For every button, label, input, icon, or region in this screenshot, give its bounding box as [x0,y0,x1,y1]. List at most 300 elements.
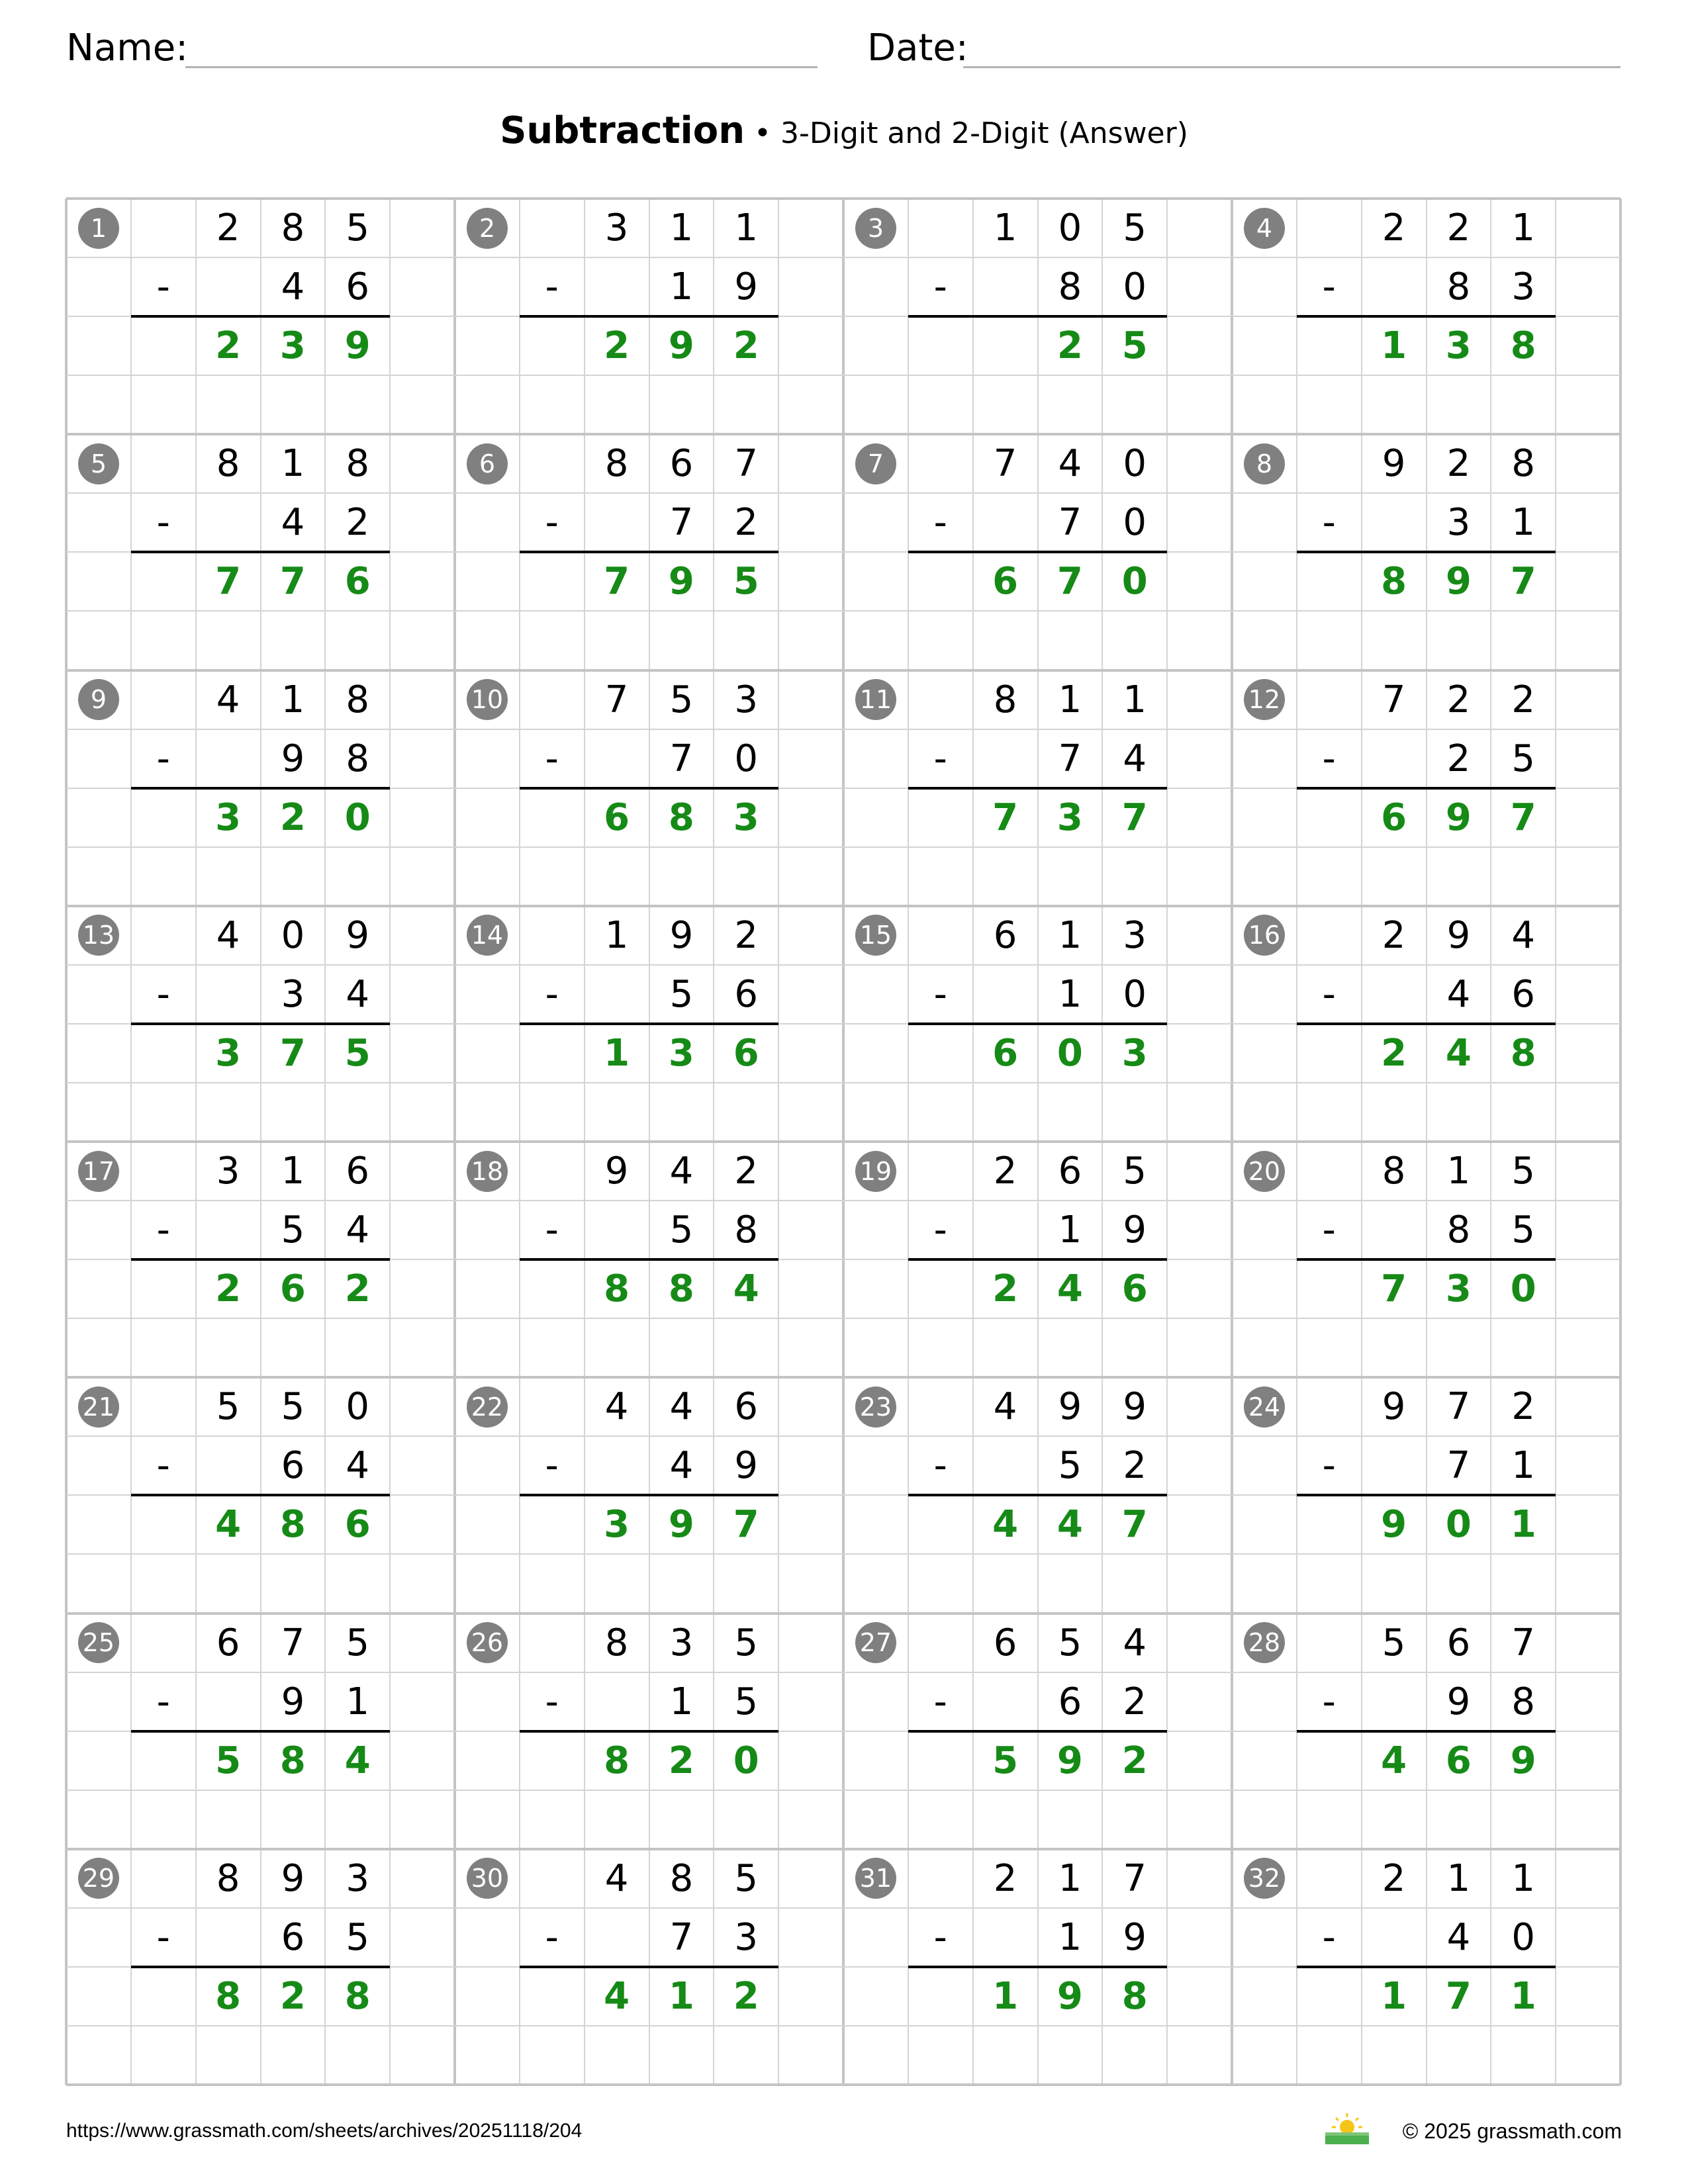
page-title [0,105,1688,160]
answer-digit: 2 [733,1974,759,2018]
problem-number-badge: 31 [855,1858,896,1899]
answer-digit: 7 [1510,796,1536,839]
answer-digit: 3 [279,324,306,368]
minus-sign: - [1322,1680,1336,1723]
subtrahend-digit: 4 [346,1444,370,1488]
minuend-digit: 1 [669,206,694,250]
answer-digit: 9 [1056,1974,1083,2018]
minuend-digit: 5 [1511,1150,1536,1193]
minuend-digit: 7 [1511,1621,1536,1664]
answer-digit: 2 [279,1974,306,2018]
answer-digit: 0 [733,1739,759,1782]
answer-digit: 2 [1121,1739,1148,1782]
problem-number-badge: 7 [855,443,896,484]
problem-number-badge: 10 [467,679,508,720]
answer-digit: 7 [604,560,630,604]
minus-sign: - [156,1680,170,1723]
subtrahend-digit: 0 [1123,501,1147,545]
name-label: Name: [66,26,189,69]
answer-digit: 4 [1381,1739,1407,1782]
minuend-digit: 6 [993,913,1017,957]
subtrahend-digit [1362,1201,1427,1259]
answer-digit: 0 [1121,560,1148,604]
answer-digit: 8 [1510,324,1536,368]
problem-number-badge: 32 [1244,1858,1285,1899]
minuend-digit: 8 [346,442,370,486]
minuend-digit: 4 [669,1385,694,1429]
minuend-digit: 4 [669,1150,694,1193]
subtrahend-digit [585,1908,649,1967]
minuend-digit: 2 [993,1150,1017,1193]
minuend-digit: 5 [346,206,370,250]
minuend-digit: 1 [1123,678,1147,721]
subtrahend-digit: 8 [1058,265,1082,309]
subtrahend-digit: 9 [1123,1208,1147,1252]
minuend-digit: 1 [1058,913,1082,957]
answer-digit: 7 [1445,1974,1472,2018]
subtrahend-digit [196,1201,261,1259]
minuend-digit: 8 [993,678,1017,721]
minus-sign: - [156,1208,170,1252]
answer-digit: 7 [1121,796,1148,839]
problem-number-badge: 25 [78,1622,119,1663]
answer-digit: 8 [1381,560,1407,604]
date-line[interactable] [963,66,1620,68]
minuend-digit: 2 [1446,442,1471,486]
answer-digit: 6 [344,1503,371,1547]
minus-sign: - [545,501,559,545]
minuend-digit: 5 [734,1856,759,1900]
name-line[interactable] [185,66,818,68]
subtrahend-digit: 5 [1511,737,1536,780]
minuend-digit: 4 [604,1385,629,1429]
answer-digit: 9 [668,1503,694,1547]
title-main: Subtraction [500,109,745,152]
subtrahend-digit: 5 [669,972,694,1016]
answer-digit: 1 [1381,1974,1407,2018]
answer-digit: 2 [215,324,242,368]
minuend-digit: 8 [669,1856,694,1900]
minuend-digit: 1 [281,442,305,486]
problem-number-badge: 4 [1244,208,1285,249]
answer-digit: 8 [604,1267,630,1311]
answer-digit: 7 [1510,560,1536,604]
subtrahend-digit [973,1908,1038,1967]
subtrahend-digit [973,1672,1038,1731]
minuend-digit: 6 [346,1150,370,1193]
subtrahend-digit: 1 [1058,1915,1082,1959]
minus-sign: - [545,972,559,1016]
answer-digit: 8 [1510,1031,1536,1075]
problem-number-badge: 14 [467,915,508,956]
subtrahend-digit [196,493,261,552]
answer-digit: 9 [1445,560,1472,604]
subtrahend-digit: 1 [1511,501,1536,545]
minus-sign: - [933,972,947,1016]
answer-digit: 8 [604,1739,630,1782]
minuend-digit: 6 [669,442,694,486]
subtrahend-digit: 5 [734,1680,759,1723]
subtrahend-digit [196,965,261,1024]
subtrahend-digit: 6 [281,1915,305,1959]
minuend-digit: 2 [1382,1856,1406,1900]
answer-digit: 6 [992,560,1019,604]
minuend-digit: 9 [346,913,370,957]
subtrahend-digit [196,257,261,316]
minuend-digit: 7 [1123,1856,1147,1900]
minuend-digit: 7 [604,678,629,721]
date-label: Date: [867,26,968,69]
problem-number-badge: 24 [1244,1387,1285,1428]
subtrahend-digit: 0 [1511,1915,1536,1959]
minuend-digit: 5 [669,678,694,721]
answer-digit: 2 [733,324,759,368]
subtrahend-digit [1362,729,1427,788]
minuend-digit: 9 [1382,442,1406,486]
subtrahend-digit: 2 [346,501,370,545]
subtrahend-digit: 8 [1511,1680,1536,1723]
minuend-digit: 1 [1511,206,1536,250]
minus-sign: - [545,1680,559,1723]
minuend-digit: 1 [993,206,1017,250]
minuend-digit: 1 [1058,1856,1082,1900]
minuend-digit: 5 [1123,1150,1147,1193]
subtrahend-digit: 2 [1446,737,1471,780]
answer-digit: 0 [1510,1267,1536,1311]
subtrahend-digit: 7 [1446,1444,1471,1488]
footer-copyright: © 2025 grassmath.com [1402,2119,1622,2143]
answer-digit: 7 [1381,1267,1407,1311]
minus-sign: - [545,1444,559,1488]
subtrahend-digit: 3 [281,972,305,1016]
subtrahend-digit: 1 [1511,1444,1536,1488]
subtrahend-digit: 5 [281,1208,305,1252]
answer-digit: 2 [344,1267,371,1311]
minuend-digit: 4 [993,1385,1017,1429]
problem-number-badge: 17 [78,1151,119,1192]
answer-digit: 6 [733,1031,759,1075]
minuend-digit: 3 [346,1856,370,1900]
subtrahend-digit: 9 [1446,1680,1471,1723]
minus-sign: - [156,737,170,780]
minuend-digit: 1 [1058,678,1082,721]
answer-digit: 4 [1445,1031,1472,1075]
subtrahend-digit: 1 [669,265,694,309]
minuend-digit: 0 [1058,206,1082,250]
answer-digit: 6 [604,796,630,839]
answer-digit: 5 [344,1031,371,1075]
minus-sign: - [933,1680,947,1723]
answer-digit: 6 [992,1031,1019,1075]
subtrahend-digit: 7 [669,1915,694,1959]
problem-number-badge: 27 [855,1622,896,1663]
subtrahend-digit: 4 [669,1444,694,1488]
minuend-digit: 5 [1058,1621,1082,1664]
minuend-digit: 1 [604,913,629,957]
answer-digit: 6 [1121,1267,1148,1311]
minuend-digit: 9 [1058,1385,1082,1429]
answer-digit: 3 [1445,1267,1472,1311]
minuend-digit: 8 [346,678,370,721]
subtrahend-digit [973,729,1038,788]
subtrahend-digit: 4 [1123,737,1147,780]
answer-digit: 8 [279,1503,306,1547]
minuend-digit: 1 [1511,1856,1536,1900]
subtrahend-digit [585,257,649,316]
minuend-digit: 6 [734,1385,759,1429]
answer-digit: 2 [279,796,306,839]
answer-digit: 3 [1121,1031,1148,1075]
minus-sign: - [1322,265,1336,309]
answer-digit: 5 [992,1739,1019,1782]
minuend-digit: 4 [216,678,240,721]
answer-digit: 8 [279,1739,306,1782]
minuend-digit: 9 [669,913,694,957]
problem-number-badge: 8 [1244,443,1285,484]
minus-sign: - [1322,972,1336,1016]
subtrahend-digit [1362,1908,1427,1967]
answer-digit: 8 [344,1974,371,2018]
minuend-digit: 0 [346,1385,370,1429]
subtrahend-digit [585,1436,649,1495]
minus-sign: - [156,972,170,1016]
minus-sign: - [933,1915,947,1959]
subtrahend-digit: 1 [1058,972,1082,1016]
subtrahend-digit: 4 [346,972,370,1016]
answer-digit: 2 [992,1267,1019,1311]
subtrahend-digit: 7 [1058,501,1082,545]
minuend-digit: 3 [734,678,759,721]
subtrahend-digit: 6 [1058,1680,1082,1723]
title-subtitle: • 3-Digit and 2-Digit (Answer) [745,116,1188,150]
answer-digit: 4 [1056,1267,1083,1311]
answer-digit: 0 [344,796,371,839]
minuend-digit: 1 [281,1150,305,1193]
subtrahend-digit: 8 [734,1208,759,1252]
problem-number-badge: 13 [78,915,119,956]
answer-digit: 4 [344,1739,371,1782]
answer-digit: 7 [279,1031,306,1075]
subtrahend-digit: 5 [1511,1208,1536,1252]
footer-url: https://www.grassmath.com/sheets/archives/20251118/204 [66,2120,583,2142]
answer-digit: 5 [1121,324,1148,368]
minuend-digit: 7 [281,1621,305,1664]
minuend-digit: 5 [1123,206,1147,250]
subtrahend-digit: 3 [1511,265,1536,309]
minuend-digit: 1 [1446,1150,1471,1193]
minuend-digit: 5 [346,1621,370,1664]
answer-digit: 3 [733,796,759,839]
minuend-digit: 5 [734,1621,759,1664]
answer-digit: 9 [344,324,371,368]
subtrahend-digit [585,729,649,788]
answer-digit: 1 [604,1031,630,1075]
minuend-digit: 6 [1446,1621,1471,1664]
subtrahend-digit [1362,493,1427,552]
subtrahend-digit: 0 [1123,265,1147,309]
subtrahend-digit [585,965,649,1024]
minus-sign: - [1322,737,1336,780]
subtrahend-digit: 9 [734,265,759,309]
subtrahend-digit: 1 [1058,1208,1082,1252]
problem-number-badge: 30 [467,1858,508,1899]
answer-digit: 2 [215,1267,242,1311]
answer-digit: 7 [279,560,306,604]
minuend-digit: 2 [734,1150,759,1193]
answer-digit: 6 [279,1267,306,1311]
minuend-digit: 8 [604,442,629,486]
minus-sign: - [1322,1444,1336,1488]
subtrahend-digit: 6 [281,1444,305,1488]
minuend-digit: 3 [1123,913,1147,957]
subtrahend-digit: 5 [1058,1444,1082,1488]
problem-number-badge: 6 [467,443,508,484]
answer-digit: 7 [992,796,1019,839]
minuend-digit: 4 [216,913,240,957]
problem-number-badge: 9 [78,679,119,720]
subtrahend-digit: 0 [1123,972,1147,1016]
minus-sign: - [545,737,559,780]
minuend-digit: 8 [1382,1150,1406,1193]
subtrahend-digit [1362,257,1427,316]
answer-digit: 0 [1445,1503,1472,1547]
problem-number-badge: 2 [467,208,508,249]
subtrahend-digit: 0 [734,737,759,780]
problem-number-badge: 22 [467,1387,508,1428]
problem-number-badge: 28 [1244,1622,1285,1663]
subtrahend-digit: 6 [1511,972,1536,1016]
answer-digit: 9 [1056,1739,1083,1782]
subtrahend-digit: 5 [669,1208,694,1252]
subtrahend-digit: 9 [281,737,305,780]
problem-grid [66,199,1620,2085]
subtrahend-digit [973,965,1038,1024]
minuend-digit: 9 [604,1150,629,1193]
problem-number-badge: 19 [855,1151,896,1192]
minus-sign: - [156,501,170,545]
minus-sign: - [933,1444,947,1488]
answer-digit: 1 [1510,1974,1536,2018]
minuend-digit: 3 [604,206,629,250]
problem-number-badge: 15 [855,915,896,956]
subtrahend-digit: 7 [669,737,694,780]
minus-sign: - [1322,1915,1336,1959]
answer-digit: 3 [668,1031,694,1075]
minuend-digit: 8 [216,1856,240,1900]
answer-digit: 3 [215,1031,242,1075]
answer-digit: 9 [1445,796,1472,839]
answer-digit: 8 [1121,1974,1148,2018]
subtrahend-digit: 8 [1446,265,1471,309]
minuend-digit: 8 [604,1621,629,1664]
answer-digit: 1 [668,1974,694,2018]
problem-number-badge: 18 [467,1151,508,1192]
minus-sign: - [156,1915,170,1959]
answer-digit: 7 [215,560,242,604]
answer-digit: 8 [215,1974,242,2018]
answer-digit: 4 [992,1503,1019,1547]
answer-digit: 5 [215,1739,242,1782]
subtrahend-digit: 4 [281,265,305,309]
answer-digit: 8 [668,1267,694,1311]
answer-digit: 4 [1056,1503,1083,1547]
answer-digit [973,316,1038,375]
subtrahend-digit: 2 [1123,1444,1147,1488]
minus-sign: - [933,737,947,780]
subtrahend-digit [973,493,1038,552]
minuend-digit: 0 [281,913,305,957]
answer-digit: 3 [604,1503,630,1547]
subtrahend-digit [585,1201,649,1259]
minuend-digit: 2 [1511,1385,1536,1429]
minuend-digit: 2 [734,913,759,957]
subtrahend-digit [196,1436,261,1495]
subtrahend-digit: 4 [1446,1915,1471,1959]
minuend-digit: 6 [993,1621,1017,1664]
minuend-digit: 4 [604,1856,629,1900]
answer-digit: 6 [1445,1739,1472,1782]
subtrahend-digit: 7 [669,501,694,545]
subtrahend-digit [196,1908,261,1967]
subtrahend-digit [1362,1436,1427,1495]
subtrahend-digit: 8 [346,737,370,780]
answer-digit: 8 [668,796,694,839]
answer-digit: 4 [215,1503,242,1547]
subtrahend-digit: 4 [281,501,305,545]
minuend-digit: 9 [1123,1385,1147,1429]
answer-digit: 4 [604,1974,630,2018]
minuend-digit: 2 [1511,678,1536,721]
minus-sign: - [933,1208,947,1252]
subtrahend-digit: 5 [346,1915,370,1959]
subtrahend-digit: 6 [346,265,370,309]
minus-sign: - [545,265,559,309]
problem-number-badge: 3 [855,208,896,249]
answer-digit: 2 [1381,1031,1407,1075]
answer-digit: 3 [215,796,242,839]
subtrahend-digit: 1 [346,1680,370,1723]
minuend-digit: 2 [1446,678,1471,721]
problem-number-badge: 29 [78,1858,119,1899]
answer-digit: 9 [668,560,694,604]
subtrahend-digit: 4 [346,1208,370,1252]
minuend-digit: 8 [216,442,240,486]
subtrahend-digit: 3 [1446,501,1471,545]
minuend-digit: 9 [281,1856,305,1900]
minus-sign: - [1322,501,1336,545]
subtrahend-digit: 9 [734,1444,759,1488]
answer-digit: 7 [733,1503,759,1547]
minuend-digit: 1 [281,678,305,721]
problem-number-badge: 5 [78,443,119,484]
problem-number-badge: 20 [1244,1151,1285,1192]
minus-sign: - [933,501,947,545]
subtrahend-digit [973,257,1038,316]
answer-digit: 2 [668,1739,694,1782]
answer-digit: 1 [992,1974,1019,2018]
grass-sun-logo-icon [1324,2111,1370,2146]
answer-digit: 7 [1121,1503,1148,1547]
minuend-digit: 2 [216,206,240,250]
subtrahend-digit: 4 [1446,972,1471,1016]
subtrahend-digit [973,1201,1038,1259]
answer-digit: 4 [733,1267,759,1311]
answer-digit: 0 [1056,1031,1083,1075]
minuend-digit: 7 [1382,678,1406,721]
minuend-digit: 1 [734,206,759,250]
minuend-digit: 4 [1123,1621,1147,1664]
minuend-digit: 7 [993,442,1017,486]
